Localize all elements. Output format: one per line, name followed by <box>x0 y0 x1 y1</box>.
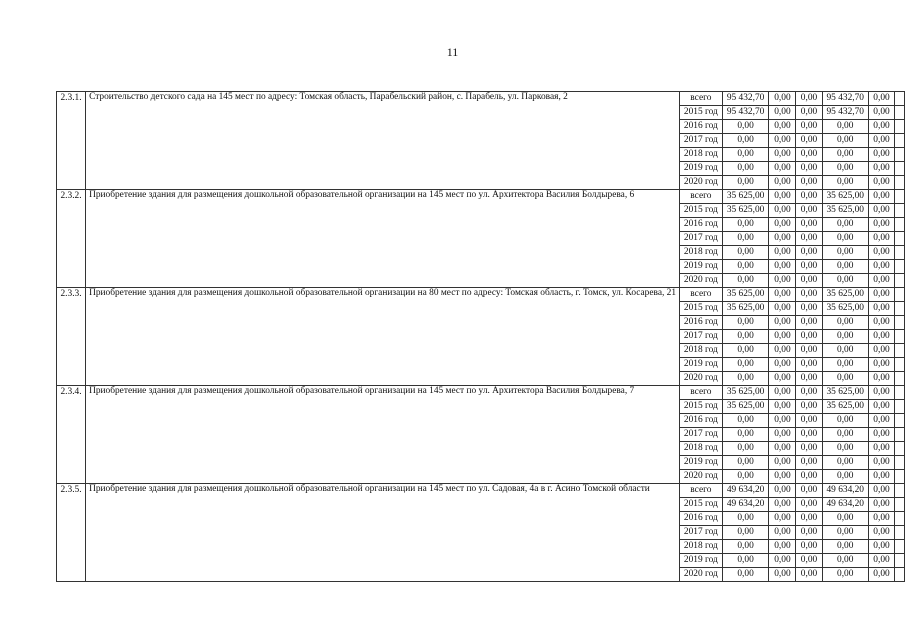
local-cell: 0,00 <box>822 218 868 232</box>
regional-cell: 0,00 <box>796 400 822 414</box>
total-cell: 35 625,00 <box>722 400 769 414</box>
regional-cell: 0,00 <box>796 288 822 302</box>
note-cell <box>895 106 905 120</box>
extra-cell: 0,00 <box>868 358 894 372</box>
regional-cell: 0,00 <box>796 554 822 568</box>
federal-cell: 0,00 <box>769 120 796 134</box>
total-cell: 0,00 <box>722 512 769 526</box>
total-cell: 0,00 <box>722 316 769 330</box>
note-cell <box>895 246 905 260</box>
federal-cell: 0,00 <box>769 386 796 400</box>
regional-cell: 0,00 <box>796 120 822 134</box>
federal-cell: 0,00 <box>769 498 796 512</box>
total-cell: 0,00 <box>722 232 769 246</box>
federal-cell: 0,00 <box>769 372 796 386</box>
federal-cell: 0,00 <box>769 302 796 316</box>
federal-cell: 0,00 <box>769 428 796 442</box>
regional-cell: 0,00 <box>796 246 822 260</box>
local-cell: 0,00 <box>822 470 868 484</box>
extra-cell: 0,00 <box>868 456 894 470</box>
year-cell: 2017 год <box>680 330 723 344</box>
local-cell: 49 634,20 <box>822 484 868 498</box>
year-cell: 2018 год <box>680 344 723 358</box>
budget-table <box>56 91 905 582</box>
federal-cell: 0,00 <box>769 414 796 428</box>
regional-cell: 0,00 <box>796 162 822 176</box>
extra-cell: 0,00 <box>868 568 894 582</box>
table-row <box>57 190 905 204</box>
regional-cell: 0,00 <box>796 218 822 232</box>
note-cell <box>895 400 905 414</box>
federal-cell: 0,00 <box>769 162 796 176</box>
extra-cell: 0,00 <box>868 498 894 512</box>
total-cell: 0,00 <box>722 162 769 176</box>
federal-cell: 0,00 <box>769 512 796 526</box>
extra-cell: 0,00 <box>868 246 894 260</box>
extra-cell: 0,00 <box>868 470 894 484</box>
federal-cell: 0,00 <box>769 330 796 344</box>
total-cell: 0,00 <box>722 526 769 540</box>
note-cell <box>895 330 905 344</box>
local-cell: 0,00 <box>822 232 868 246</box>
year-cell: 2019 год <box>680 260 723 274</box>
extra-cell: 0,00 <box>868 442 894 456</box>
year-cell: 2015 год <box>680 106 723 120</box>
regional-cell: 0,00 <box>796 568 822 582</box>
extra-cell: 0,00 <box>868 316 894 330</box>
extra-cell: 0,00 <box>868 540 894 554</box>
total-cell: 0,00 <box>722 540 769 554</box>
federal-cell: 0,00 <box>769 92 796 106</box>
federal-cell: 0,00 <box>769 218 796 232</box>
federal-cell: 0,00 <box>769 260 796 274</box>
extra-cell: 0,00 <box>868 302 894 316</box>
local-cell: 0,00 <box>822 442 868 456</box>
extra-cell: 0,00 <box>868 512 894 526</box>
federal-cell: 0,00 <box>769 554 796 568</box>
year-cell: 2017 год <box>680 526 723 540</box>
year-cell: 2016 год <box>680 120 723 134</box>
table-body <box>57 92 905 582</box>
section-name: Приобретение здания для размещения дошкольной образовательной организации на 145 мест по ул. Архитектора Василия Болдырева, 7 <box>86 386 680 484</box>
year-cell: всего <box>680 386 723 400</box>
year-cell: 2017 год <box>680 428 723 442</box>
regional-cell: 0,00 <box>796 414 822 428</box>
local-cell: 0,00 <box>822 330 868 344</box>
total-cell: 0,00 <box>722 330 769 344</box>
local-cell: 0,00 <box>822 148 868 162</box>
regional-cell: 0,00 <box>796 330 822 344</box>
year-cell: 2020 год <box>680 274 723 288</box>
note-cell <box>895 470 905 484</box>
local-cell: 0,00 <box>822 372 868 386</box>
local-cell: 35 625,00 <box>822 400 868 414</box>
regional-cell: 0,00 <box>796 190 822 204</box>
local-cell: 0,00 <box>822 554 868 568</box>
total-cell: 95 432,70 <box>722 106 769 120</box>
regional-cell: 0,00 <box>796 372 822 386</box>
federal-cell: 0,00 <box>769 288 796 302</box>
local-cell: 0,00 <box>822 428 868 442</box>
regional-cell: 0,00 <box>796 316 822 330</box>
extra-cell: 0,00 <box>868 428 894 442</box>
regional-cell: 0,00 <box>796 470 822 484</box>
year-cell: всего <box>680 92 723 106</box>
total-cell: 0,00 <box>722 442 769 456</box>
year-cell: 2017 год <box>680 232 723 246</box>
extra-cell: 0,00 <box>868 386 894 400</box>
year-cell: 2016 год <box>680 218 723 232</box>
extra-cell: 0,00 <box>868 414 894 428</box>
regional-cell: 0,00 <box>796 134 822 148</box>
total-cell: 35 625,00 <box>722 190 769 204</box>
year-cell: 2015 год <box>680 204 723 218</box>
total-cell: 35 625,00 <box>722 204 769 218</box>
note-cell <box>895 386 905 400</box>
note-cell <box>895 512 905 526</box>
local-cell: 0,00 <box>822 512 868 526</box>
local-cell: 0,00 <box>822 568 868 582</box>
local-cell: 0,00 <box>822 456 868 470</box>
year-cell: 2020 год <box>680 568 723 582</box>
federal-cell: 0,00 <box>769 190 796 204</box>
total-cell: 0,00 <box>722 554 769 568</box>
local-cell: 0,00 <box>822 176 868 190</box>
extra-cell: 0,00 <box>868 344 894 358</box>
year-cell: 2015 год <box>680 400 723 414</box>
total-cell: 95 432,70 <box>722 92 769 106</box>
federal-cell: 0,00 <box>769 148 796 162</box>
regional-cell: 0,00 <box>796 428 822 442</box>
note-cell <box>895 260 905 274</box>
table-row <box>57 386 905 400</box>
year-cell: 2015 год <box>680 498 723 512</box>
local-cell: 0,00 <box>822 344 868 358</box>
total-cell: 0,00 <box>722 470 769 484</box>
extra-cell: 0,00 <box>868 400 894 414</box>
note-cell <box>895 442 905 456</box>
federal-cell: 0,00 <box>769 400 796 414</box>
total-cell: 0,00 <box>722 120 769 134</box>
total-cell: 0,00 <box>722 372 769 386</box>
extra-cell: 0,00 <box>868 148 894 162</box>
federal-cell: 0,00 <box>769 568 796 582</box>
extra-cell: 0,00 <box>868 176 894 190</box>
local-cell: 0,00 <box>822 414 868 428</box>
total-cell: 0,00 <box>722 428 769 442</box>
note-cell <box>895 218 905 232</box>
year-cell: 2019 год <box>680 456 723 470</box>
section-name: Строительство детского сада на 145 мест по адресу: Томская область, Парабельский район, с. Парабель, ул. Парковая, 2 <box>86 92 680 190</box>
section-number: 2.3.3. <box>57 288 86 386</box>
page-number: 11 <box>446 45 459 59</box>
local-cell: 35 625,00 <box>822 204 868 218</box>
total-cell: 49 634,20 <box>722 484 769 498</box>
total-cell: 0,00 <box>722 260 769 274</box>
extra-cell: 0,00 <box>868 106 894 120</box>
extra-cell: 0,00 <box>868 190 894 204</box>
note-cell <box>895 372 905 386</box>
local-cell: 35 625,00 <box>822 288 868 302</box>
total-cell: 0,00 <box>722 274 769 288</box>
note-cell <box>895 176 905 190</box>
regional-cell: 0,00 <box>796 344 822 358</box>
total-cell: 0,00 <box>722 344 769 358</box>
extra-cell: 0,00 <box>868 288 894 302</box>
regional-cell: 0,00 <box>796 456 822 470</box>
extra-cell: 0,00 <box>868 162 894 176</box>
note-cell <box>895 92 905 106</box>
local-cell: 0,00 <box>822 120 868 134</box>
year-cell: 2018 год <box>680 148 723 162</box>
regional-cell: 0,00 <box>796 386 822 400</box>
regional-cell: 0,00 <box>796 260 822 274</box>
note-cell <box>895 148 905 162</box>
note-cell <box>895 484 905 498</box>
note-cell <box>895 162 905 176</box>
note-cell <box>895 120 905 134</box>
note-cell <box>895 428 905 442</box>
federal-cell: 0,00 <box>769 232 796 246</box>
extra-cell: 0,00 <box>868 120 894 134</box>
section-number: 2.3.4. <box>57 386 86 484</box>
extra-cell: 0,00 <box>868 204 894 218</box>
note-cell <box>895 302 905 316</box>
regional-cell: 0,00 <box>796 484 822 498</box>
note-cell <box>895 190 905 204</box>
section-name: Приобретение здания для размещения дошкольной образовательной организации на 145 мест по ул. Архитектора Василия Болдырева, 6 <box>86 190 680 288</box>
year-cell: 2015 год <box>680 302 723 316</box>
extra-cell: 0,00 <box>868 92 894 106</box>
section-number: 2.3.2. <box>57 190 86 288</box>
total-cell: 0,00 <box>722 176 769 190</box>
extra-cell: 0,00 <box>868 484 894 498</box>
note-cell <box>895 204 905 218</box>
local-cell: 0,00 <box>822 316 868 330</box>
federal-cell: 0,00 <box>769 274 796 288</box>
federal-cell: 0,00 <box>769 484 796 498</box>
local-cell: 35 625,00 <box>822 302 868 316</box>
section-number: 2.3.5. <box>57 484 86 582</box>
total-cell: 0,00 <box>722 456 769 470</box>
local-cell: 35 625,00 <box>822 386 868 400</box>
local-cell: 35 625,00 <box>822 190 868 204</box>
year-cell: 2019 год <box>680 162 723 176</box>
note-cell <box>895 554 905 568</box>
note-cell <box>895 316 905 330</box>
regional-cell: 0,00 <box>796 302 822 316</box>
year-cell: 2019 год <box>680 358 723 372</box>
note-cell <box>895 344 905 358</box>
year-cell: 2016 год <box>680 414 723 428</box>
extra-cell: 0,00 <box>868 526 894 540</box>
note-cell <box>895 540 905 554</box>
local-cell: 95 432,70 <box>822 92 868 106</box>
federal-cell: 0,00 <box>769 456 796 470</box>
federal-cell: 0,00 <box>769 540 796 554</box>
extra-cell: 0,00 <box>868 330 894 344</box>
total-cell: 0,00 <box>722 246 769 260</box>
year-cell: всего <box>680 484 723 498</box>
local-cell: 95 432,70 <box>822 106 868 120</box>
regional-cell: 0,00 <box>796 358 822 372</box>
local-cell: 0,00 <box>822 274 868 288</box>
federal-cell: 0,00 <box>769 442 796 456</box>
regional-cell: 0,00 <box>796 512 822 526</box>
federal-cell: 0,00 <box>769 134 796 148</box>
local-cell: 0,00 <box>822 358 868 372</box>
regional-cell: 0,00 <box>796 92 822 106</box>
local-cell: 49 634,20 <box>822 498 868 512</box>
year-cell: всего <box>680 190 723 204</box>
regional-cell: 0,00 <box>796 540 822 554</box>
federal-cell: 0,00 <box>769 316 796 330</box>
regional-cell: 0,00 <box>796 526 822 540</box>
extra-cell: 0,00 <box>868 260 894 274</box>
regional-cell: 0,00 <box>796 442 822 456</box>
federal-cell: 0,00 <box>769 344 796 358</box>
extra-cell: 0,00 <box>868 372 894 386</box>
year-cell: всего <box>680 288 723 302</box>
federal-cell: 0,00 <box>769 106 796 120</box>
year-cell: 2016 год <box>680 316 723 330</box>
note-cell <box>895 288 905 302</box>
regional-cell: 0,00 <box>796 148 822 162</box>
regional-cell: 0,00 <box>796 106 822 120</box>
year-cell: 2019 год <box>680 554 723 568</box>
extra-cell: 0,00 <box>868 134 894 148</box>
total-cell: 0,00 <box>722 134 769 148</box>
regional-cell: 0,00 <box>796 176 822 190</box>
year-cell: 2018 год <box>680 246 723 260</box>
extra-cell: 0,00 <box>868 232 894 246</box>
regional-cell: 0,00 <box>796 274 822 288</box>
note-cell <box>895 526 905 540</box>
federal-cell: 0,00 <box>769 204 796 218</box>
year-cell: 2020 год <box>680 176 723 190</box>
note-cell <box>895 358 905 372</box>
note-cell <box>895 456 905 470</box>
note-cell <box>895 498 905 512</box>
local-cell: 0,00 <box>822 246 868 260</box>
table-row <box>57 288 905 302</box>
regional-cell: 0,00 <box>796 232 822 246</box>
regional-cell: 0,00 <box>796 498 822 512</box>
note-cell <box>895 274 905 288</box>
total-cell: 0,00 <box>722 218 769 232</box>
note-cell <box>895 568 905 582</box>
federal-cell: 0,00 <box>769 358 796 372</box>
total-cell: 0,00 <box>722 358 769 372</box>
extra-cell: 0,00 <box>868 554 894 568</box>
year-cell: 2020 год <box>680 372 723 386</box>
extra-cell: 0,00 <box>868 218 894 232</box>
total-cell: 0,00 <box>722 148 769 162</box>
note-cell <box>895 414 905 428</box>
table-row <box>57 92 905 106</box>
local-cell: 0,00 <box>822 134 868 148</box>
year-cell: 2020 год <box>680 470 723 484</box>
year-cell: 2018 год <box>680 540 723 554</box>
federal-cell: 0,00 <box>769 526 796 540</box>
note-cell <box>895 232 905 246</box>
local-cell: 0,00 <box>822 526 868 540</box>
local-cell: 0,00 <box>822 162 868 176</box>
year-cell: 2017 год <box>680 134 723 148</box>
total-cell: 35 625,00 <box>722 302 769 316</box>
table-row <box>57 484 905 498</box>
federal-cell: 0,00 <box>769 470 796 484</box>
total-cell: 0,00 <box>722 414 769 428</box>
total-cell: 49 634,20 <box>722 498 769 512</box>
local-cell: 0,00 <box>822 540 868 554</box>
federal-cell: 0,00 <box>769 246 796 260</box>
section-number: 2.3.1. <box>57 92 86 190</box>
regional-cell: 0,00 <box>796 204 822 218</box>
local-cell: 0,00 <box>822 260 868 274</box>
note-cell <box>895 134 905 148</box>
total-cell: 35 625,00 <box>722 288 769 302</box>
year-cell: 2016 год <box>680 512 723 526</box>
extra-cell: 0,00 <box>868 274 894 288</box>
total-cell: 0,00 <box>722 568 769 582</box>
section-name: Приобретение здания для размещения дошкольной образовательной организации на 80 мест по адресу: Томская область, г. Томск, ул. Косарева, 21 <box>86 288 680 386</box>
section-name: Приобретение здания для размещения дошкольной образовательной организации на 145 мест по ул. Садовая, 4а в г. Асино Томской области <box>86 484 680 582</box>
federal-cell: 0,00 <box>769 176 796 190</box>
year-cell: 2018 год <box>680 442 723 456</box>
total-cell: 35 625,00 <box>722 386 769 400</box>
